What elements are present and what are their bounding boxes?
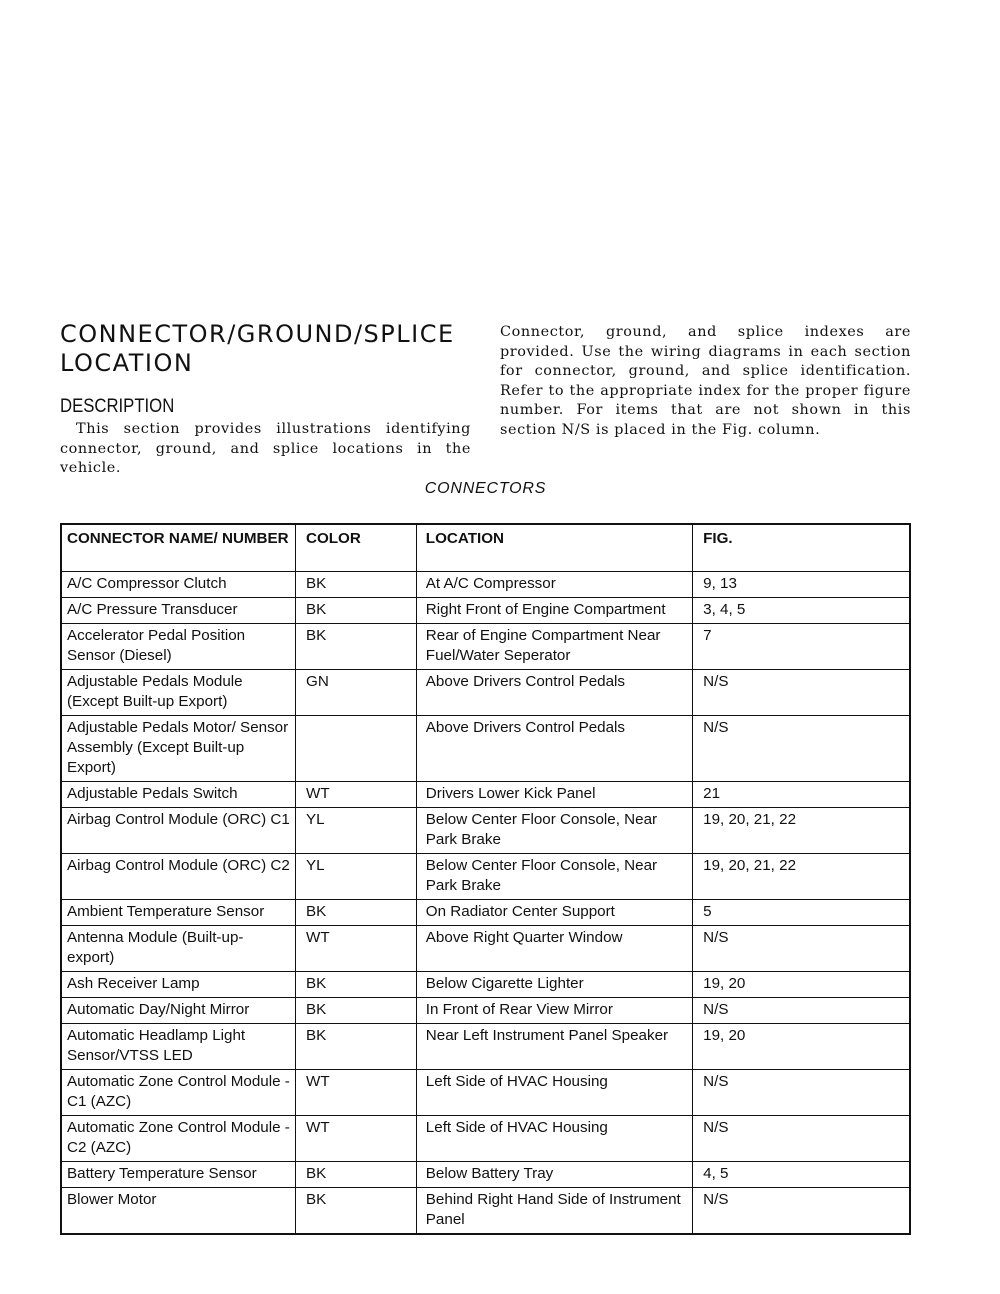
table-row <box>61 926 910 972</box>
table-row <box>61 782 910 808</box>
cell-location: In Front of Rear View Mirror <box>416 998 692 1024</box>
cell-name: Accelerator Pedal Position Sensor (Diesel) <box>61 624 296 670</box>
cell-fig: 5 <box>693 900 910 926</box>
cell-fig: 7 <box>693 624 910 670</box>
cell-fig: 9, 13 <box>693 572 910 598</box>
table-row <box>61 1070 910 1116</box>
cell-fig: 19, 20, 21, 22 <box>693 854 910 900</box>
cell-fig: 4, 5 <box>693 1162 910 1188</box>
cell-location: Drivers Lower Kick Panel <box>416 782 692 808</box>
cell-name: Airbag Control Module (ORC) C1 <box>61 808 296 854</box>
cell-fig: N/S <box>693 1188 910 1235</box>
cell-color: BK <box>296 572 417 598</box>
cell-location: Near Left Instrument Panel Speaker <box>416 1024 692 1070</box>
cell-name: Automatic Zone Control Module - C2 (AZC) <box>61 1116 296 1162</box>
cell-color: WT <box>296 926 417 972</box>
cell-location: Below Center Floor Console, Near Park Brake <box>416 854 692 900</box>
table-row <box>61 624 910 670</box>
cell-name: Blower Motor <box>61 1188 296 1235</box>
description-paragraph: This section provides illustrations identifying connector, ground, and splice locations in the vehicle. <box>60 421 471 477</box>
header-connector-name: CONNECTOR NAME/ NUMBER <box>61 524 296 572</box>
intro-paragraph: Connector, ground, and splice indexes are provided. Use the wiring diagrams in each section for connector, ground, and splice identification. Refer to the appropriate index for the proper figure number. For items that are not shown in this section N/S is placed in the Fig. column. <box>500 324 911 438</box>
table-header-row <box>61 524 910 572</box>
cell-name: Automatic Headlamp Light Sensor/VTSS LED <box>61 1024 296 1070</box>
cell-name: Adjustable Pedals Switch <box>61 782 296 808</box>
cell-color: BK <box>296 998 417 1024</box>
table-row <box>61 1116 910 1162</box>
cell-fig: N/S <box>693 670 910 716</box>
header-color: COLOR <box>296 524 417 572</box>
cell-color: BK <box>296 972 417 998</box>
cell-name: Ash Receiver Lamp <box>61 972 296 998</box>
cell-name: Ambient Temperature Sensor <box>61 900 296 926</box>
table-row <box>61 1024 910 1070</box>
header-fig: FIG. <box>693 524 910 572</box>
cell-color: WT <box>296 782 417 808</box>
table-row <box>61 972 910 998</box>
cell-color: BK <box>296 1162 417 1188</box>
cell-color: WT <box>296 1070 417 1116</box>
cell-fig: N/S <box>693 998 910 1024</box>
cell-location: Behind Right Hand Side of Instrument Panel <box>416 1188 692 1235</box>
cell-location: Right Front of Engine Compartment <box>416 598 692 624</box>
cell-location: Above Drivers Control Pedals <box>416 670 692 716</box>
header-location: LOCATION <box>416 524 692 572</box>
table-row <box>61 670 910 716</box>
cell-color: YL <box>296 808 417 854</box>
cell-color: BK <box>296 598 417 624</box>
cell-fig: 21 <box>693 782 910 808</box>
cell-fig: N/S <box>693 1070 910 1116</box>
cell-color: GN <box>296 670 417 716</box>
cell-name: A/C Pressure Transducer <box>61 598 296 624</box>
section-title: CONNECTOR/GROUND/SPLICE LOCATION <box>60 320 455 377</box>
cell-name: Adjustable Pedals Module (Except Built-up Export) <box>61 670 296 716</box>
cell-location: Left Side of HVAC Housing <box>416 1070 692 1116</box>
cell-color: BK <box>296 624 417 670</box>
cell-name: Antenna Module (Built-up-export) <box>61 926 296 972</box>
cell-name: Airbag Control Module (ORC) C2 <box>61 854 296 900</box>
cell-location: Below Battery Tray <box>416 1162 692 1188</box>
table-row <box>61 854 910 900</box>
table-row <box>61 808 910 854</box>
cell-location: On Radiator Center Support <box>416 900 692 926</box>
table-row <box>61 716 910 782</box>
cell-color: YL <box>296 854 417 900</box>
cell-color: BK <box>296 1024 417 1070</box>
cell-color: WT <box>296 1116 417 1162</box>
table-title: CONNECTORS <box>424 480 547 497</box>
cell-fig: N/S <box>693 926 910 972</box>
description-heading: DESCRIPTION <box>60 396 175 417</box>
cell-location: Left Side of HVAC Housing <box>416 1116 692 1162</box>
table-row <box>61 572 910 598</box>
cell-name: Battery Temperature Sensor <box>61 1162 296 1188</box>
cell-location: Below Center Floor Console, Near Park Brake <box>416 808 692 854</box>
cell-fig: 19, 20, 21, 22 <box>693 808 910 854</box>
cell-color: BK <box>296 1188 417 1235</box>
cell-color: BK <box>296 900 417 926</box>
cell-color <box>296 716 417 782</box>
table-row <box>61 598 910 624</box>
cell-fig: N/S <box>693 1116 910 1162</box>
table-row <box>61 900 910 926</box>
cell-name: Automatic Zone Control Module - C1 (AZC) <box>61 1070 296 1116</box>
cell-location: Above Drivers Control Pedals <box>416 716 692 782</box>
cell-location: Above Right Quarter Window <box>416 926 692 972</box>
connectors-table <box>60 523 911 1235</box>
table-row <box>61 998 910 1024</box>
cell-fig: 3, 4, 5 <box>693 598 910 624</box>
cell-location: Below Cigarette Lighter <box>416 972 692 998</box>
cell-name: A/C Compressor Clutch <box>61 572 296 598</box>
cell-fig: N/S <box>693 716 910 782</box>
cell-name: Adjustable Pedals Motor/ Sensor Assembly (Except Built-up Export) <box>61 716 296 782</box>
cell-name: Automatic Day/Night Mirror <box>61 998 296 1024</box>
table-row <box>61 1188 910 1235</box>
cell-location: Rear of Engine Compartment Near Fuel/Water Seperator <box>416 624 692 670</box>
table-row <box>61 1162 910 1188</box>
cell-location: At A/C Compressor <box>416 572 692 598</box>
cell-fig: 19, 20 <box>693 972 910 998</box>
cell-fig: 19, 20 <box>693 1024 910 1070</box>
